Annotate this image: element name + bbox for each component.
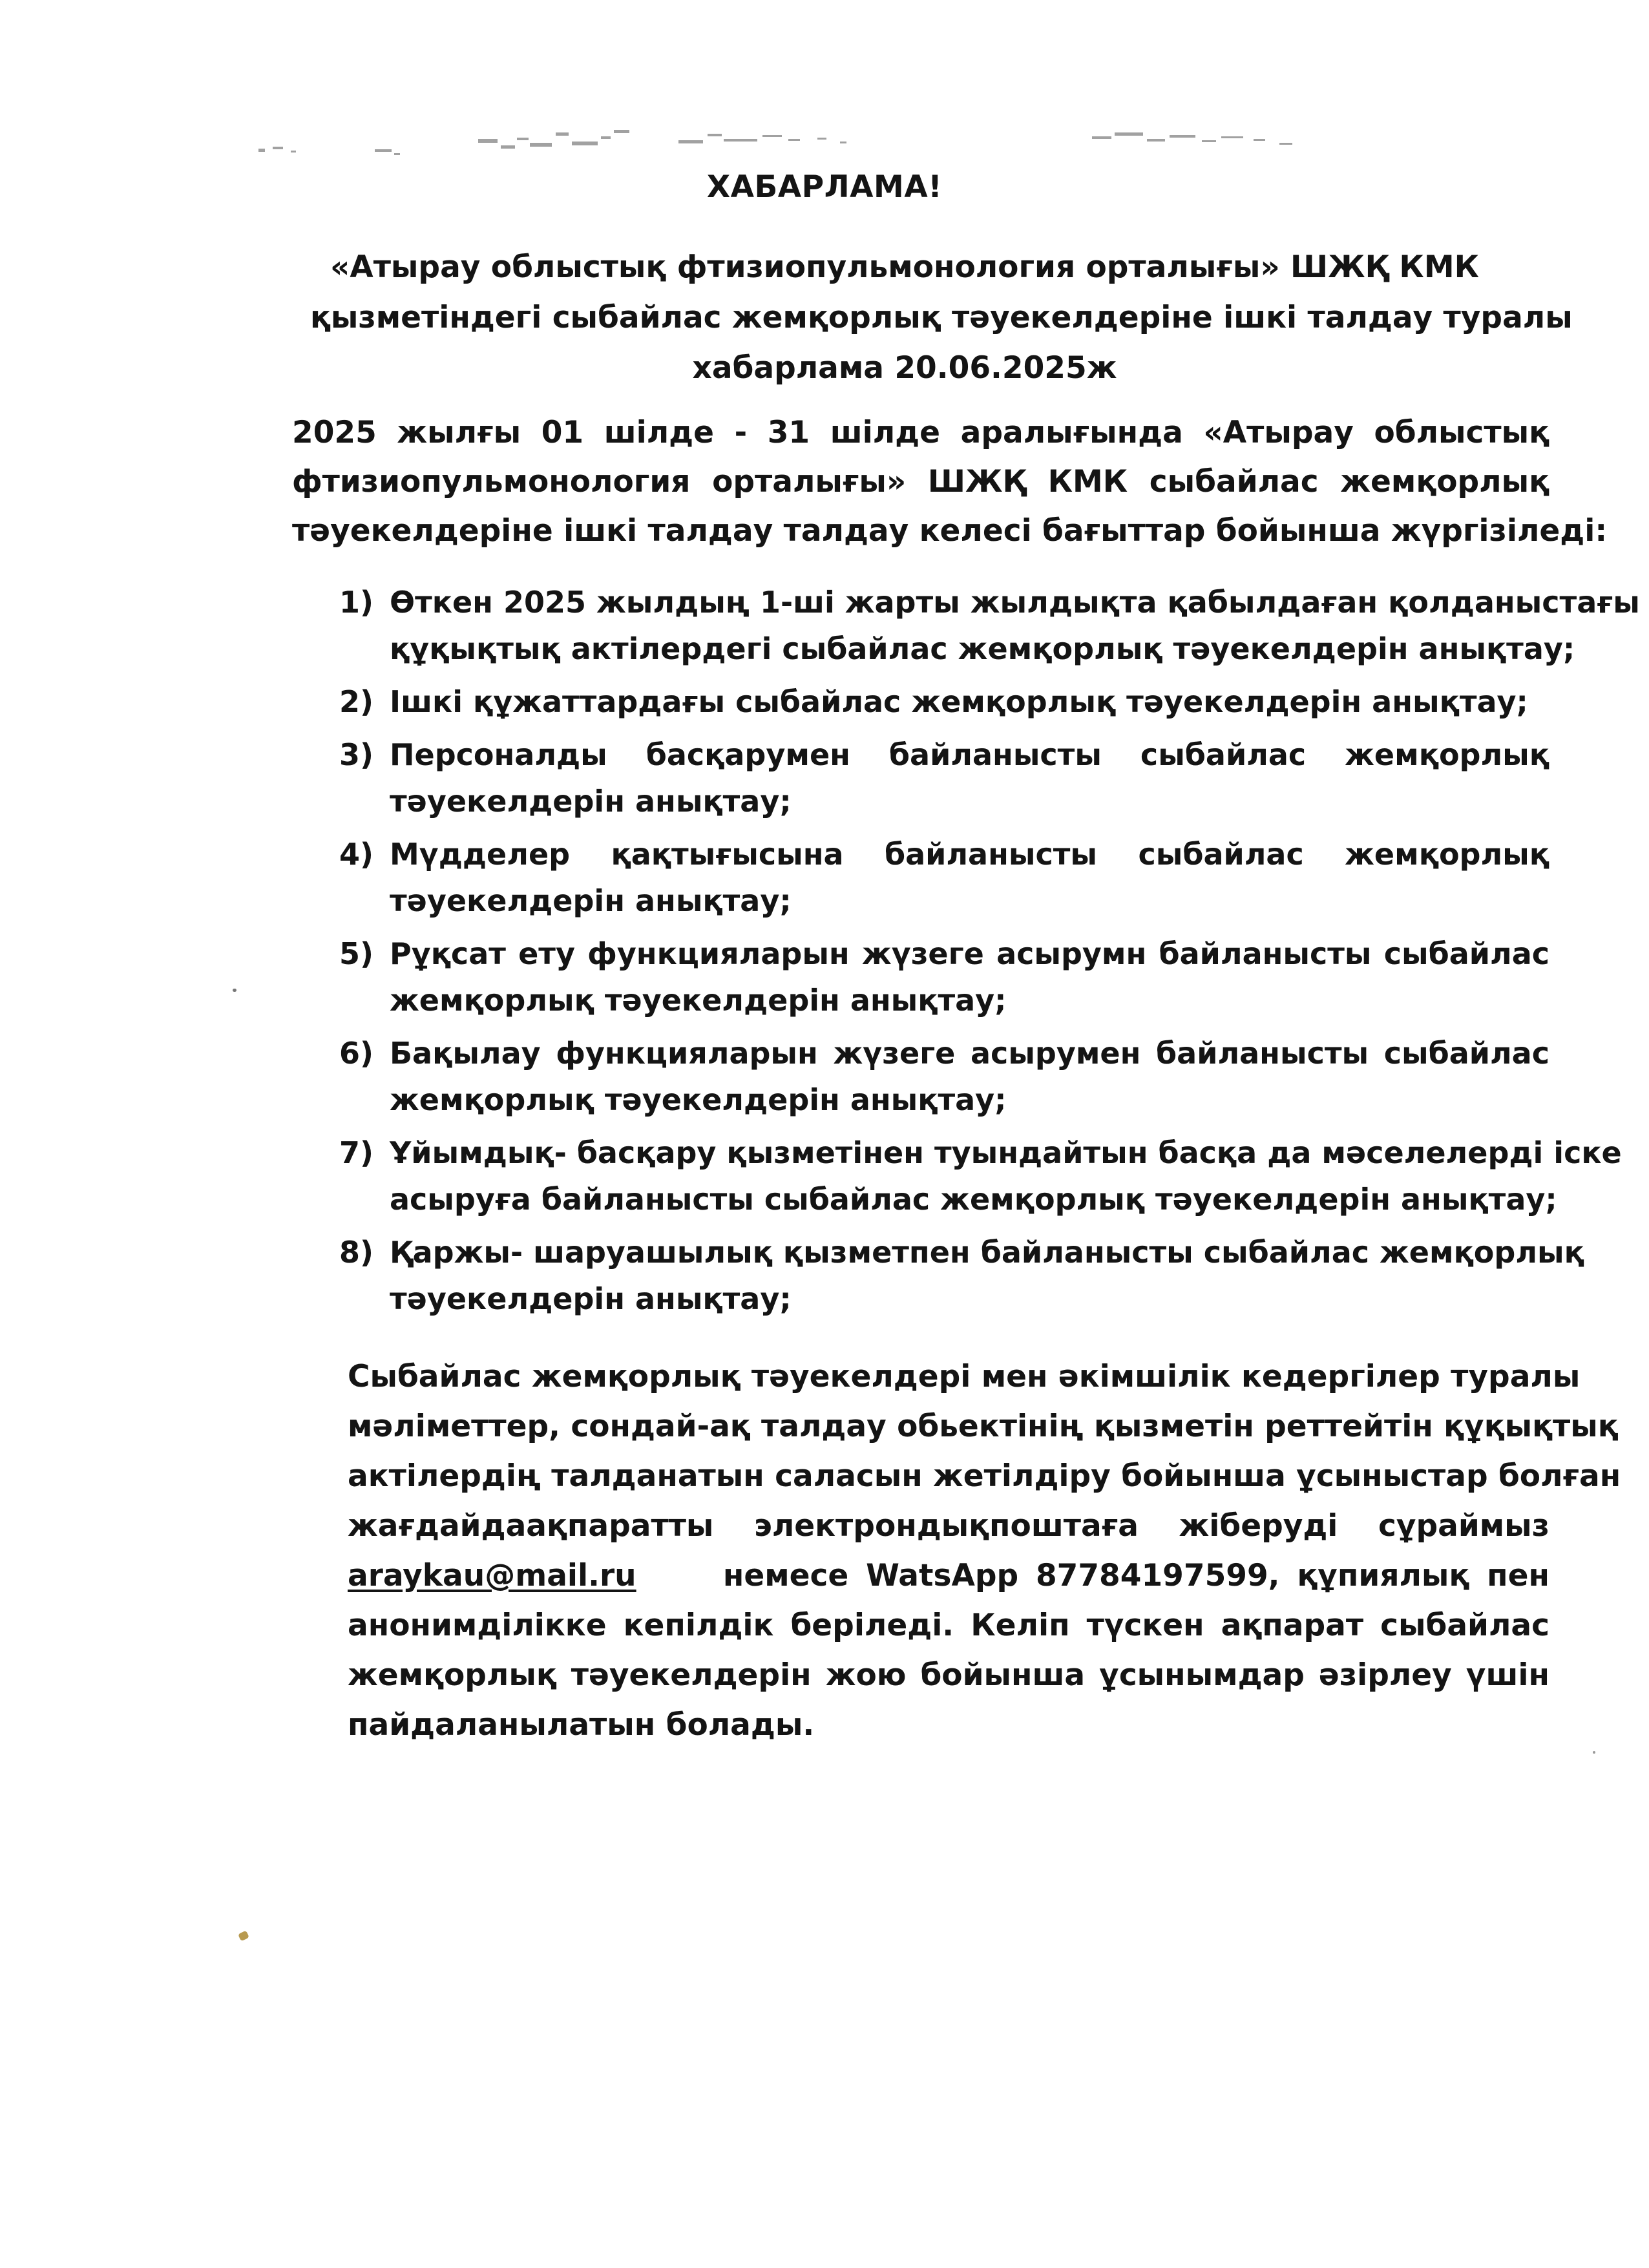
closing-line: Сыбайлас жемқорлық тәуекелдері мен әкімшілік кедергілер туралы xyxy=(348,1359,1581,1394)
intro-line: 2025 жылғы 01 шілде - 31 шілде аралығында «Атырау облыстық xyxy=(292,415,1549,450)
intro-line: тәуекелдеріне ішкі талдау талдау келесі бағыттар бойынша жүргізіледі: xyxy=(292,513,1608,549)
list-item-text: Ұйымдық- басқару қызметінен туындайтын басқа да мәселелерді іске xyxy=(390,1135,1622,1170)
intro-line: фтизиопульмонология орталығы» ШЖҚ КМК сыбайлас жемқорлық xyxy=(292,464,1549,499)
document-title: ХАБАРЛАМА! xyxy=(706,169,943,205)
list-item-number: 5) xyxy=(339,936,374,971)
document-subtitle xyxy=(310,242,1573,394)
list-item-number: 4) xyxy=(339,837,374,872)
list-item xyxy=(339,1129,1622,1223)
intro-paragraph xyxy=(292,408,1608,556)
contact-text: немесе WatsApp 87784197599, құпиялық пен xyxy=(722,1558,1549,1593)
closing-line: анонимділікке кепілдік беріледі. Келіп түскен ақпарат сыбайлас xyxy=(348,1608,1549,1643)
list-item-text: құқықтық актілердегі сыбайлас жемқорлық тәуекелдерін анықтау; xyxy=(390,631,1575,666)
closing-line: актілердің талданатын саласын жетілдіру бойынша ұсыныстар болған xyxy=(348,1458,1621,1494)
closing-line: мәліметтер, сондай-ақ талдау обьектінің қызметін реттейтін құқықтық xyxy=(348,1409,1619,1444)
list-item xyxy=(339,1030,1549,1123)
closing-line: пайдаланылатын болады. xyxy=(348,1707,815,1743)
list-item-text: жемқорлық тәуекелдерін анықтау; xyxy=(390,1082,1007,1117)
list-item-text: Ішкі құжаттардағы сыбайлас жемқорлық тәуекелдерін анықтау; xyxy=(390,684,1528,719)
list-item-text: Рұқсат ету функцияларын жүзеге асырумн байланысты сыбайлас xyxy=(390,936,1549,971)
list-item-text: тәуекелдерін анықтау; xyxy=(390,1281,792,1316)
closing-paragraph xyxy=(348,1352,1621,1750)
list-item xyxy=(339,731,1549,824)
scan-speck xyxy=(1593,1751,1595,1754)
list-item-number: 1) xyxy=(339,585,374,620)
list-item xyxy=(339,831,1549,924)
closing-line-contact xyxy=(348,1551,1549,1601)
list-item-text: Өткен 2025 жылдың 1-ші жарты жылдықта қабылдаған қолданыстағы xyxy=(390,585,1640,620)
list-item-number: 6) xyxy=(339,1036,374,1071)
scan-speck xyxy=(233,989,236,992)
scan-speck xyxy=(238,1931,249,1942)
subtitle-line: қызметіндегі сыбайлас жемқорлық тәуекелдеріне ішкі талдау туралы xyxy=(310,300,1573,335)
subtitle-line: хабарлама 20.06.2025ж xyxy=(692,350,1117,386)
subtitle-line: «Атырау облыстық фтизиопульмонология орталығы» ШЖҚ КМК xyxy=(330,249,1480,285)
list-item-text: жемқорлық тәуекелдерін анықтау; xyxy=(390,983,1007,1018)
email-link[interactable]: araykau@mail.ru xyxy=(348,1558,636,1593)
list-item xyxy=(339,579,1640,672)
list-item-number: 2) xyxy=(339,684,374,719)
directions-list xyxy=(339,579,1640,1328)
list-item-text: тәуекелдерін анықтау; xyxy=(390,784,792,819)
list-item xyxy=(339,1229,1584,1322)
list-item-number: 7) xyxy=(339,1135,374,1170)
closing-line: жемқорлық тәуекелдерін жою бойынша ұсынымдар әзірлеу үшін xyxy=(348,1657,1549,1693)
list-item-text: тәуекелдерін анықтау; xyxy=(390,883,792,918)
list-item-number: 3) xyxy=(339,737,374,772)
list-item-text: Қаржы- шаруашылық қызметпен байланысты сыбайлас жемқорлық xyxy=(390,1235,1584,1270)
list-item-text: Мүдделер қақтығысына байланысты сыбайлас жемқорлық xyxy=(390,837,1549,872)
list-item xyxy=(339,678,1549,725)
list-item xyxy=(339,930,1549,1024)
list-item-text: Бақылау функцияларын жүзеге асырумен байланысты сыбайлас xyxy=(390,1036,1549,1071)
closing-line: жағдайдаақпаратты электрондықпоштаға жіберуді сұраймыз xyxy=(348,1508,1549,1544)
list-item-text: асыруға байланысты сыбайлас жемқорлық тәуекелдерін анықтау; xyxy=(390,1182,1557,1217)
list-item-text: Персоналды басқарумен байланысты сыбайлас жемқорлық xyxy=(390,737,1549,772)
list-item-number: 8) xyxy=(339,1235,374,1270)
